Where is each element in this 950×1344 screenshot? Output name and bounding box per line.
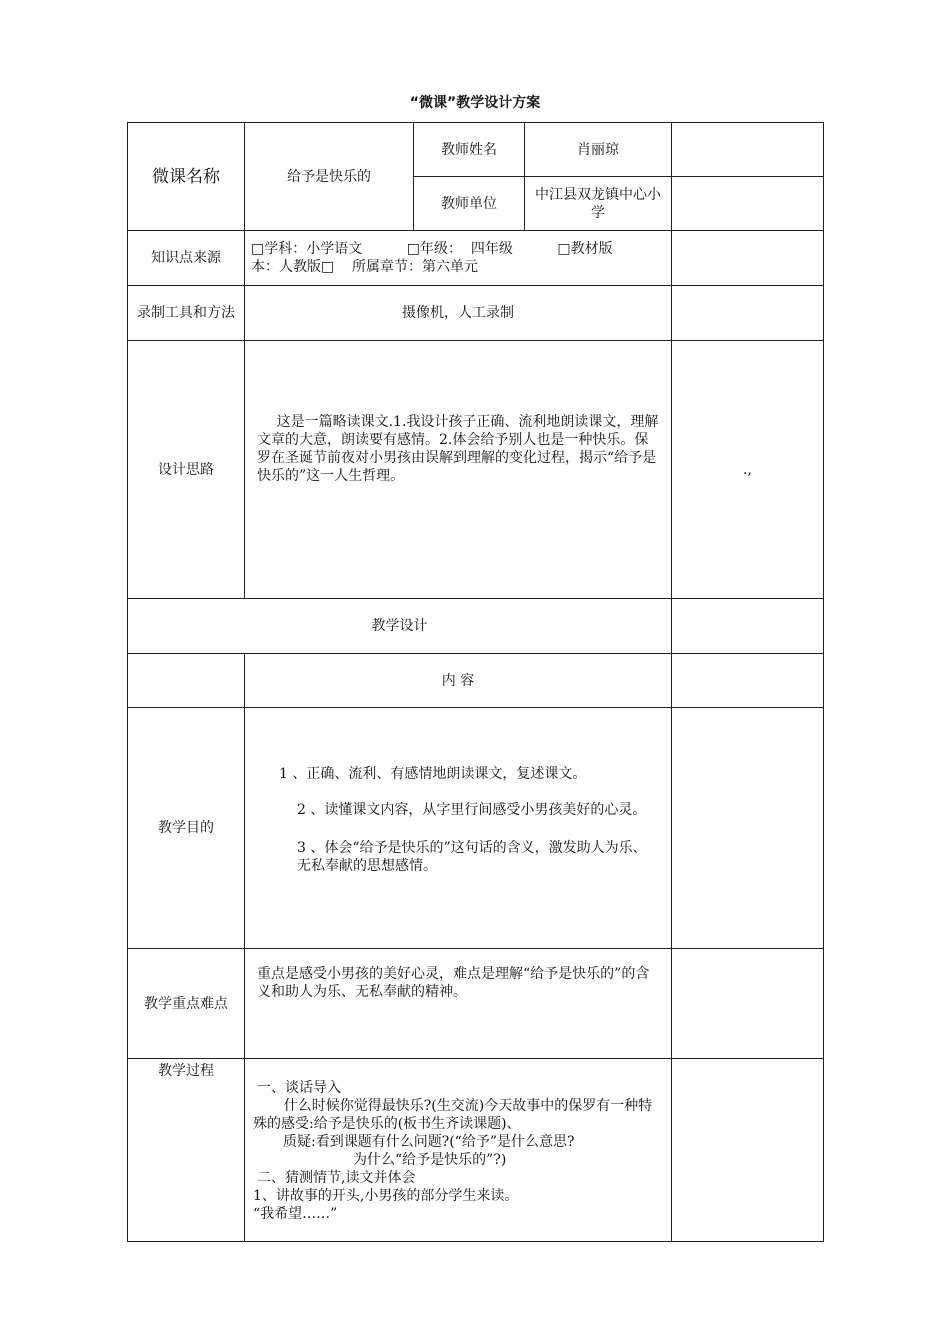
empty-cell (672, 949, 824, 1059)
design-idea-text: 这是一篇略读课文.1.我设计孩子正确、流利地朗读课文，理解文章的大意，朗读要有感情。2.体会给予别人也是一种快乐。保罗在圣诞节前夜对小男孩由误解到理解的变化过程，揭示“给予是快乐的”这一人生哲理。 (257, 413, 659, 484)
process-line-1: 一、谈话导入 (257, 1080, 341, 1096)
process-line-3: 质疑:看到课题有什么问题?(“给予”是什么意思? (283, 1134, 575, 1150)
design-idea-label: 设计思路 (128, 341, 245, 599)
course-name-label: 微课名称 (128, 123, 245, 231)
empty-cell (672, 177, 824, 231)
teaching-design-heading: 教学设计 (128, 599, 672, 654)
empty-cell (128, 654, 245, 708)
key-points-label: 教学重点难点 (128, 949, 245, 1059)
course-name-value: 给予是快乐的 (245, 123, 414, 231)
empty-cell (672, 1059, 824, 1242)
empty-cell (672, 599, 824, 654)
teaching-goal-item-3: 3 、体会“给予是快乐的”这句话的含义，激发助人为乐、无私奉献的思想感情。 (297, 840, 647, 874)
design-idea-side-mark: ., (672, 341, 824, 599)
process-line-4: 为什么“给予是快乐的”?) (353, 1152, 507, 1168)
knowledge-source-label: 知识点来源 (128, 231, 245, 286)
teaching-process-cell (245, 1059, 672, 1242)
teacher-unit-label: 教师单位 (414, 177, 525, 231)
empty-cell (672, 654, 824, 708)
teaching-goal-cell (245, 708, 672, 949)
teaching-goal-item-2: 2 、读懂课文内容，从字里行间感受小男孩美好的心灵。 (297, 802, 647, 818)
empty-cell (672, 123, 824, 177)
key-points-text: 重点是感受小男孩的美好心灵，难点是理解“给予是快乐的”的含义和助人为乐、无私奉献的精神。 (257, 966, 650, 1000)
recording-tools-value: 摄像机，人工录制 (245, 286, 672, 341)
document-title: “微课”教学设计方案 (409, 95, 541, 111)
teaching-goal-label: 教学目的 (128, 708, 245, 949)
knowledge-source-value (245, 231, 672, 286)
empty-cell (672, 708, 824, 949)
empty-cell (672, 231, 824, 286)
teaching-process-label: 教学过程 (128, 1059, 245, 1242)
knowledge-source-line-2: 本：人教版□ 所属章节：第六单元 (251, 259, 479, 275)
key-points-cell (245, 949, 672, 1059)
teacher-name-label: 教师姓名 (414, 123, 525, 177)
lesson-plan-table (127, 122, 824, 1242)
empty-cell (672, 286, 824, 341)
process-line-6: 1、讲故事的开头,小男孩的部分学生来读。 (253, 1188, 519, 1204)
design-idea-cell (245, 341, 672, 599)
teacher-unit-value: 中江县双龙镇中心小学 (525, 177, 672, 231)
process-line-2: 什么时候你觉得最快乐?(生交流)今天故事中的保罗有一种特殊的感受:给予是快乐的(板书生齐读课题)、 (253, 1098, 653, 1132)
teacher-name-value: 肖丽琼 (525, 123, 672, 177)
process-line-5: 二、猜测情节,读文并体会 (257, 1170, 416, 1186)
process-line-7: “我希望……” (253, 1206, 338, 1222)
knowledge-source-line-1: □学科：小学语文 □年级： 四年级 □教材版 (251, 241, 613, 257)
recording-tools-label: 录制工具和方法 (128, 286, 245, 341)
teaching-goal-item-1: 1 、正确、流利、有感情地朗读课文，复述课文。 (279, 766, 587, 782)
content-heading: 内 容 (245, 654, 672, 708)
